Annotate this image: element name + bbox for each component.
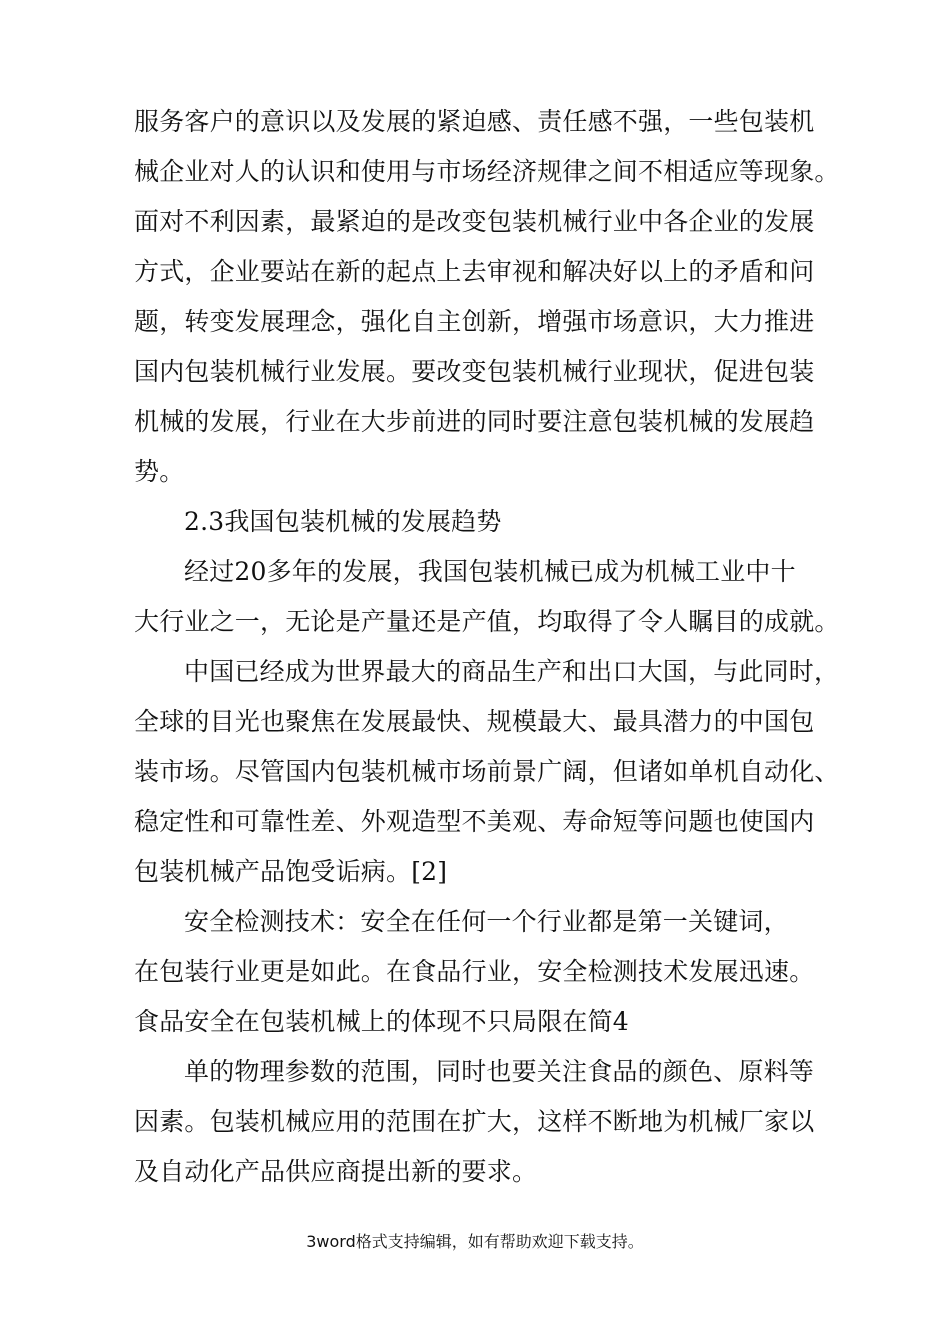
text-line: 中国已经成为世界最大的商品生产和出口大国，与此同时，: [184, 657, 840, 686]
text-line: 包装机械产品饱受诟病。[2]: [134, 857, 448, 886]
text-line: 势。: [134, 457, 185, 486]
text-line: 面对不利因素，最紧迫的是改变包装机械行业中各企业的发展: [134, 207, 815, 236]
text-line: 及自动化产品供应商提出新的要求。: [134, 1157, 538, 1186]
text-line: 机械的发展，行业在大步前进的同时要注意包装机械的发展趋: [134, 407, 815, 436]
text-line: 全球的目光也聚焦在发展最快、规模最大、最具潜力的中国包: [134, 707, 815, 736]
text-line: 在包装行业更是如此。在食品行业，安全检测技术发展迅速。: [134, 957, 815, 986]
text-line: 食品安全在包装机械上的体现不只局限在简4: [134, 1007, 629, 1036]
text-line: 经过20多年的发展，我国包装机械已成为机械工业中十: [184, 557, 796, 586]
text-line: 国内包装机械行业发展。要改变包装机械行业现状，促进包装: [134, 357, 815, 386]
text-line: 单的物理参数的范围，同时也要关注食品的颜色、原料等: [184, 1057, 815, 1086]
text-line: 稳定性和可靠性差、外观造型不美观、寿命短等问题也使国内: [134, 807, 815, 836]
text-line: 大行业之一，无论是产量还是产值，均取得了令人瞩目的成就。: [134, 607, 840, 636]
text-line: 方式，企业要站在新的起点上去审视和解决好以上的矛盾和问: [134, 257, 815, 286]
text-line: 安全检测技术：安全在任何一个行业都是第一关键词，: [184, 907, 789, 936]
text-line: 因素。包装机械应用的范围在扩大，这样不断地为机械厂家以: [134, 1107, 815, 1136]
text-line: 装市场。尽管国内包装机械市场前景广阔，但诸如单机自动化、: [134, 757, 840, 786]
section-heading: 2.3我国包装机械的发展趋势: [184, 507, 502, 536]
page-footer: 3word格式支持编辑，如有帮助欢迎下载支持。: [306, 1232, 644, 1251]
text-line: 械企业对人的认识和使用与市场经济规律之间不相适应等现象。: [134, 157, 840, 186]
text-line: 服务客户的意识以及发展的紧迫感、责任感不强，一些包装机: [134, 107, 815, 136]
text-line: 题，转变发展理念，强化自主创新，增强市场意识，大力推进: [134, 307, 815, 336]
